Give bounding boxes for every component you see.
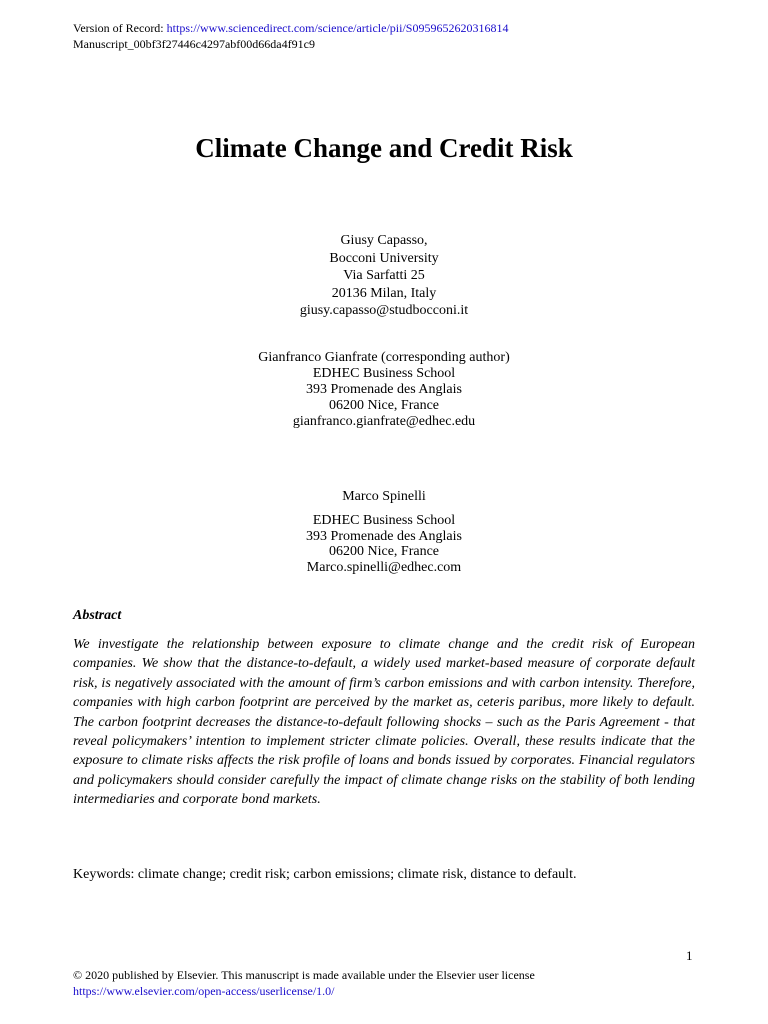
version-of-record-line	[73, 20, 508, 36]
paper-title: Climate Change and Credit Risk	[195, 133, 573, 163]
author-name: Marco Spinelli	[342, 489, 426, 504]
author-block	[0, 513, 768, 575]
page-footer	[73, 967, 535, 999]
author-city: 06200 Nice, France	[328, 544, 440, 559]
author-block	[0, 350, 768, 430]
abstract-text: We investigate the relationship between exposure to climate change and the credit risk of European companies. We show that the distance-to-default, a widely used market-based measure of corporate default risk, is negatively associated with the amount of firm’s carbon emissions and with carbon intensity. Therefore, companies with high carbon footprint are perceived by the market as, ceteris paribus, more likely to default. The carbon footprint decreases the distance-to-default following shocks – such as the Paris Agreement - that reveal policymakers’ intention to implement stricter climate policies. Overall, these results indicate that the exposure to climate risks affects the risk profile of loans and bonds issued by corporates. Financial regulators and policymakers should consider carefully the impact of climate change risks on the stability of both lending intermediaries and corporate bond markets.	[73, 637, 695, 808]
author-affiliation: EDHEC Business School	[312, 366, 456, 381]
author-email[interactable]: giusy.capasso@studbocconi.it	[299, 303, 469, 318]
author-address: 393 Promenade des Anglais	[306, 528, 462, 544]
author-email[interactable]: Marco.spinelli@edhec.com	[306, 559, 462, 575]
author-address: Via Sarfatti 25	[343, 268, 425, 283]
author-name: Gianfranco Gianfrate (corresponding author)	[258, 350, 510, 365]
version-of-record-link[interactable]: https://www.sciencedirect.com/science/article/pii/S0959652620316814	[166, 21, 509, 35]
author-address: 393 Promenade des Anglais	[306, 382, 462, 397]
author-city: 20136 Milan, Italy	[331, 285, 437, 301]
page-number: 1	[686, 948, 693, 963]
abstract-heading: Abstract	[73, 608, 122, 623]
author-affiliation: Bocconi University	[329, 250, 439, 266]
license-link[interactable]: https://www.elsevier.com/open-access/userlicense/1.0/	[73, 984, 335, 998]
author-affiliation: EDHEC Business School	[312, 513, 456, 528]
manuscript-id: Manuscript_00bf3f27446c4297abf00d66da4f91c9	[73, 37, 315, 51]
author-city: 06200 Nice, France	[328, 398, 440, 413]
author-email[interactable]: gianfranco.gianfrate@edhec.edu	[292, 414, 476, 429]
page-header	[73, 20, 508, 52]
keywords-line: Keywords: climate change; credit risk; carbon emissions; climate risk, distance to default.	[73, 867, 577, 882]
author-block	[0, 232, 768, 320]
author-name: Giusy Capasso,	[340, 233, 428, 248]
version-label: Version of Record:	[73, 21, 167, 35]
license-text: © 2020 published by Elsevier. This manuscript is made available under the Elsevier user license	[73, 968, 535, 982]
